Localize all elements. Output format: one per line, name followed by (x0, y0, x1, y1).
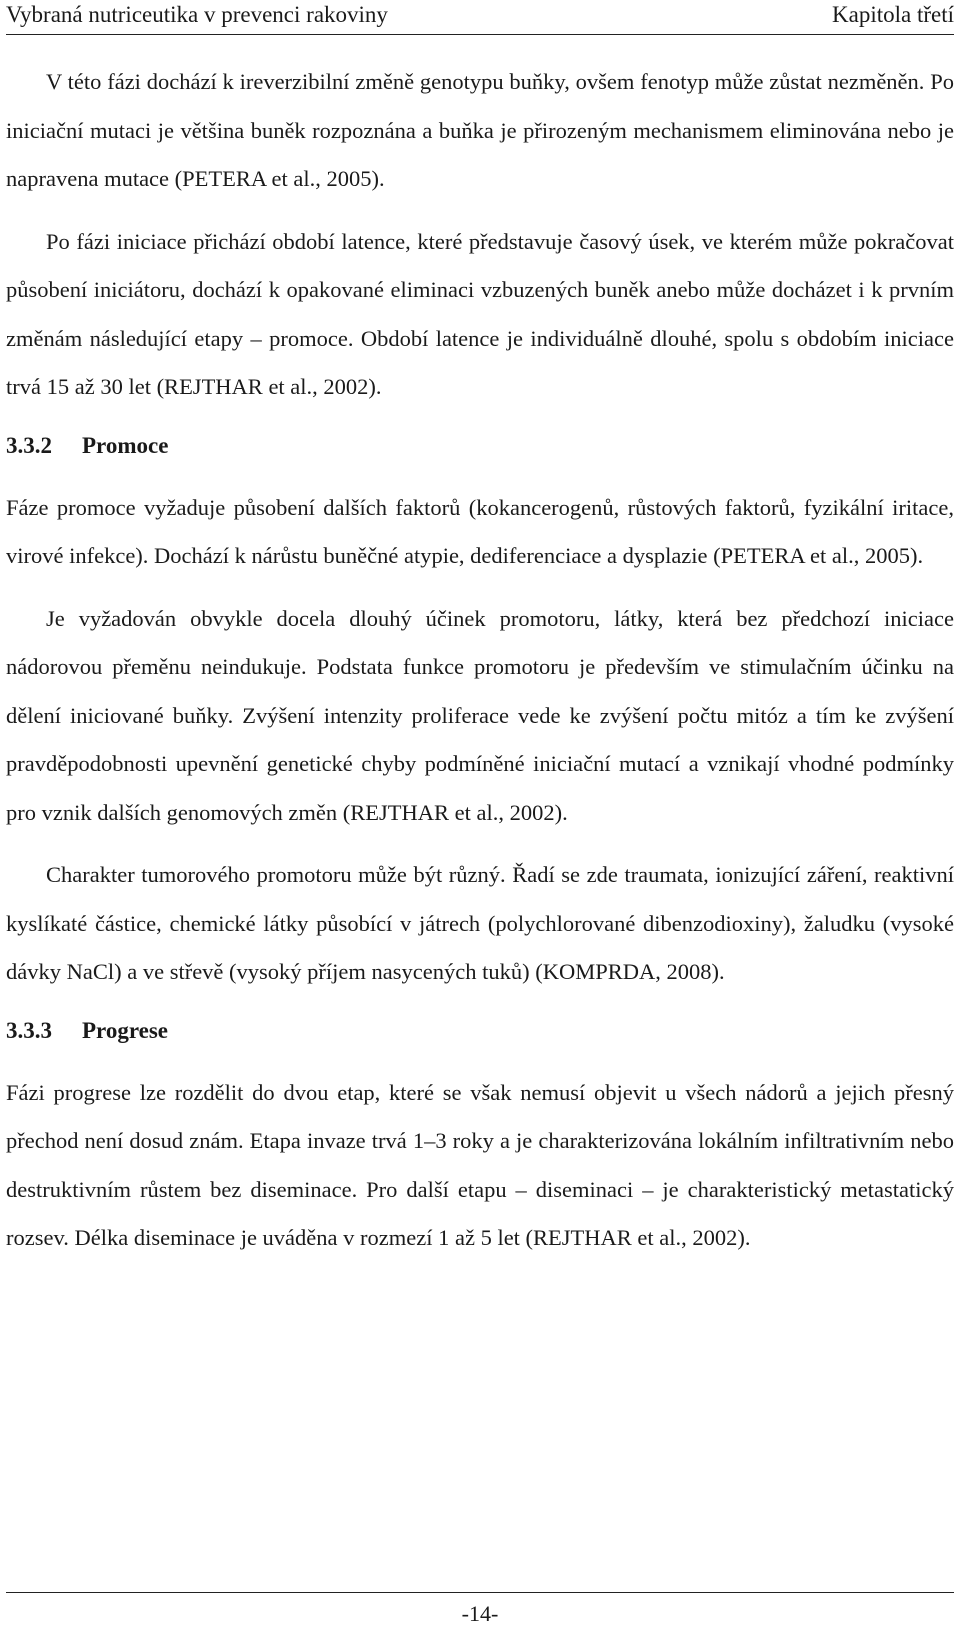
page-body (6, 58, 954, 1277)
paragraph-latency: Po fázi iniciace přichází období latence, které představuje časový úsek, ve kterém může pokračovat působení iniciátoru, dochází k opakované eliminaci vzbuzených buněk anebo může docházet i k prvním změnám následující etapy – promoce. Období latence je individuálně dlouhé, spolu s obdobím iniciace trvá 15 až 30 let (REJTHAR et al., 2002). (6, 228, 954, 399)
section-title: Promoce (82, 432, 169, 458)
section-heading-progrese (6, 1011, 954, 1051)
footer-rule (6, 1592, 954, 1593)
running-header (6, 0, 954, 35)
section-title: Progrese (82, 1017, 169, 1043)
section-heading-promoce (6, 426, 954, 466)
header-chapter-title: Kapitola třetí (832, 2, 954, 27)
header-book-title: Vybraná nutriceutika v prevenci rakoviny (6, 2, 388, 27)
section-number: 3.3.2 (6, 432, 52, 458)
paragraph-progrese-1: Fázi progrese lze rozdělit do dvou etap, které se však nemusí objevit u všech nádorů a jejich přesný přechod není dosud znám. Etapa invaze trvá 1–3 roky a je charakterizována lokálním infiltrativním nebo destruktivním růstem bez diseminace. Pro další etapu – diseminaci – je charakteristický metastatický rozsev. Délka diseminace je uváděna v rozmezí 1 až 5 let (REJTHAR et al., 2002). (6, 1079, 954, 1250)
paragraph-promoce-1: Fáze promoce vyžaduje působení dalších faktorů (kokancerogenů, růstových faktorů, fyzikální iritace, virové infekce). Dochází k nárůstu buněčné atypie, dediferenciace a dysplazie (PETERA et al., 2005). (6, 494, 954, 568)
page-number: -14- (461, 1601, 499, 1626)
section-number: 3.3.3 (6, 1017, 52, 1043)
paragraph-promoce-3: Charakter tumorového promotoru může být různý. Řadí se zde traumata, ionizující záření, reaktivní kyslíkaté částice, chemické látky působící v játrech (polychlorované dibenzodioxiny), žaludku (vysoké dávky NaCl) a ve střevě (vysoký příjem nasycených tuků) (KOMPRDA, 2008). (6, 862, 954, 984)
paragraph-promoce-2: Je vyžadován obvykle docela dlouhý účinek promotoru, látky, která bez předchozí iniciace nádorovou přeměnu neindukuje. Podstata funkce promotoru je především ve stimulačním účinku na dělení iniciované buňky. Zvýšení intenzity proliferace vede ke zvýšení počtu mitóz a tím ke zvýšení pravděpodobnosti upevnění genetické chyby podmíněné iniciační mutací a vznikají vhodné podmínky pro vznik dalších genomových změn (REJTHAR et al., 2002). (6, 605, 954, 825)
paragraph-initiation-1: V této fázi dochází k ireverzibilní změně genotypu buňky, ovšem fenotyp může zůstat nezměněn. Po iniciační mutaci je většina buněk rozpoznána a buňka je přirozeným mechanismem eliminována nebo je napravena mutace (PETERA et al., 2005). (6, 69, 954, 191)
